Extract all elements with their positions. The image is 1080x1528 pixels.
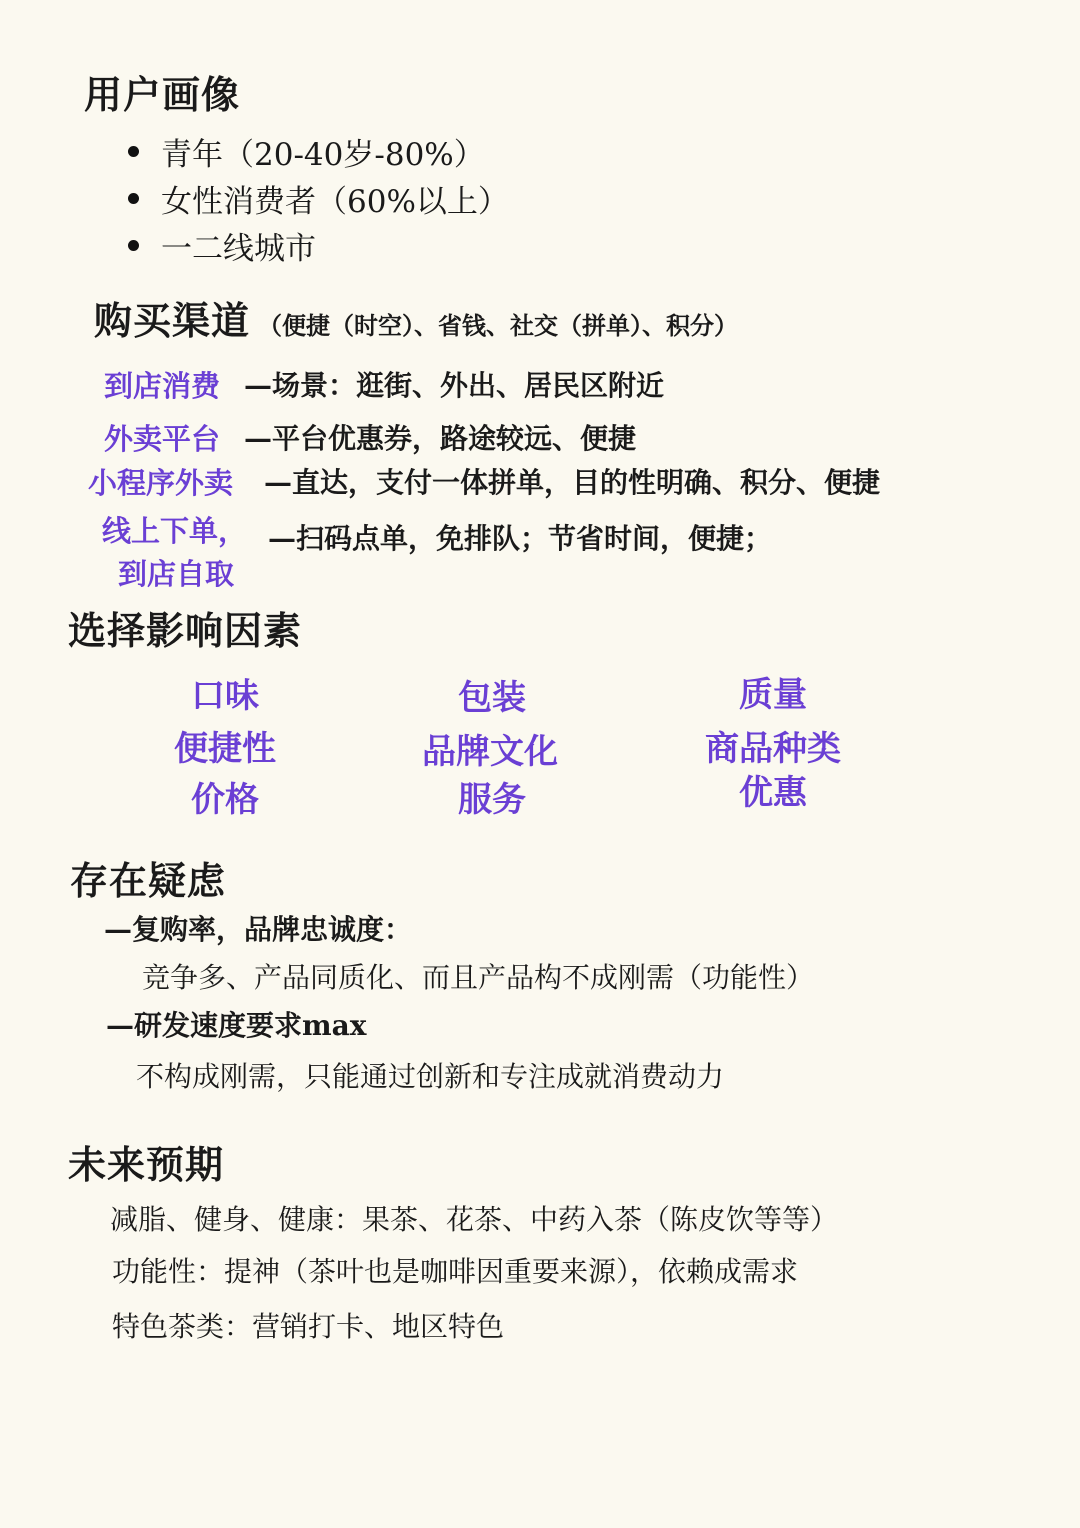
list-item xyxy=(128,128,509,175)
bullet-icon xyxy=(128,193,139,204)
factor-product-variety: 商品种类 xyxy=(705,729,841,769)
concern-detail-rnd: 不构成刚需，只能通过创新和专注成就消费动力 xyxy=(136,1060,725,1093)
factor-quality: 质量 xyxy=(739,675,807,715)
channels-subtitle: （便捷（时空）、省钱、社交（拼单）、积分） xyxy=(258,311,739,340)
channels-heading xyxy=(94,290,738,345)
list-item xyxy=(128,175,509,222)
future-line-health: 减脂、健身、健康：果茶、花茶、中药入茶（陈皮饮等等） xyxy=(110,1203,839,1236)
user-profile-title: 用户画像 xyxy=(84,72,241,117)
future-title: 未来预期 xyxy=(68,1142,225,1187)
channel-desc-miniprogram: —直达，支付一体拼单，目的性明确、积分、便捷 xyxy=(264,466,881,499)
factors-title: 选择影响因素 xyxy=(68,608,303,653)
bullet-icon xyxy=(128,240,139,251)
channel-label-store: 到店消费 xyxy=(104,369,221,403)
factor-discount: 优惠 xyxy=(739,773,807,813)
factor-brand-culture: 品牌文化 xyxy=(422,732,558,772)
concern-point-rnd: —研发速度要求max xyxy=(106,1009,367,1042)
channel-label-delivery: 外卖平台 xyxy=(104,422,221,456)
channel-desc-store: —场景：逛街、外出、居民区附近 xyxy=(244,369,665,402)
future-line-functional: 功能性：提神（茶叶也是咖啡因重要来源），依赖成需求 xyxy=(112,1255,799,1288)
factor-taste: 口味 xyxy=(191,676,259,716)
channel-label-online-line2: 到店自取 xyxy=(118,557,235,591)
channel-desc-delivery: —平台优惠券，路途较远、便捷 xyxy=(244,422,637,455)
list-item-text: 青年（20-40岁-80%） xyxy=(161,137,485,173)
channel-label-online-line1: 线上下单， xyxy=(102,514,248,548)
factor-convenience: 便捷性 xyxy=(174,729,276,769)
channels-title: 购买渠道 xyxy=(94,298,251,343)
bullet-icon xyxy=(128,146,139,157)
concerns-title: 存在疑虑 xyxy=(70,858,227,903)
future-line-specialty: 特色茶类：营销打卡、地区特色 xyxy=(112,1310,505,1343)
channel-label-miniprogram: 小程序外卖 xyxy=(88,466,234,500)
factor-price: 价格 xyxy=(191,780,259,820)
user-profile-list xyxy=(128,128,509,269)
list-item-text: 一二线城市 xyxy=(161,231,316,267)
concern-detail-repurchase: 竞争多、产品同质化、而且产品构不成刚需（功能性） xyxy=(142,961,815,994)
list-item xyxy=(128,222,509,269)
list-item-text: 女性消费者（60%以上） xyxy=(161,184,509,220)
factor-service: 服务 xyxy=(458,780,526,820)
factor-packaging: 包装 xyxy=(458,678,526,718)
channel-desc-online: —扫码点单，免排队；节省时间，便捷； xyxy=(268,522,773,555)
concern-point-repurchase: —复购率，品牌忠诚度： xyxy=(104,913,413,946)
